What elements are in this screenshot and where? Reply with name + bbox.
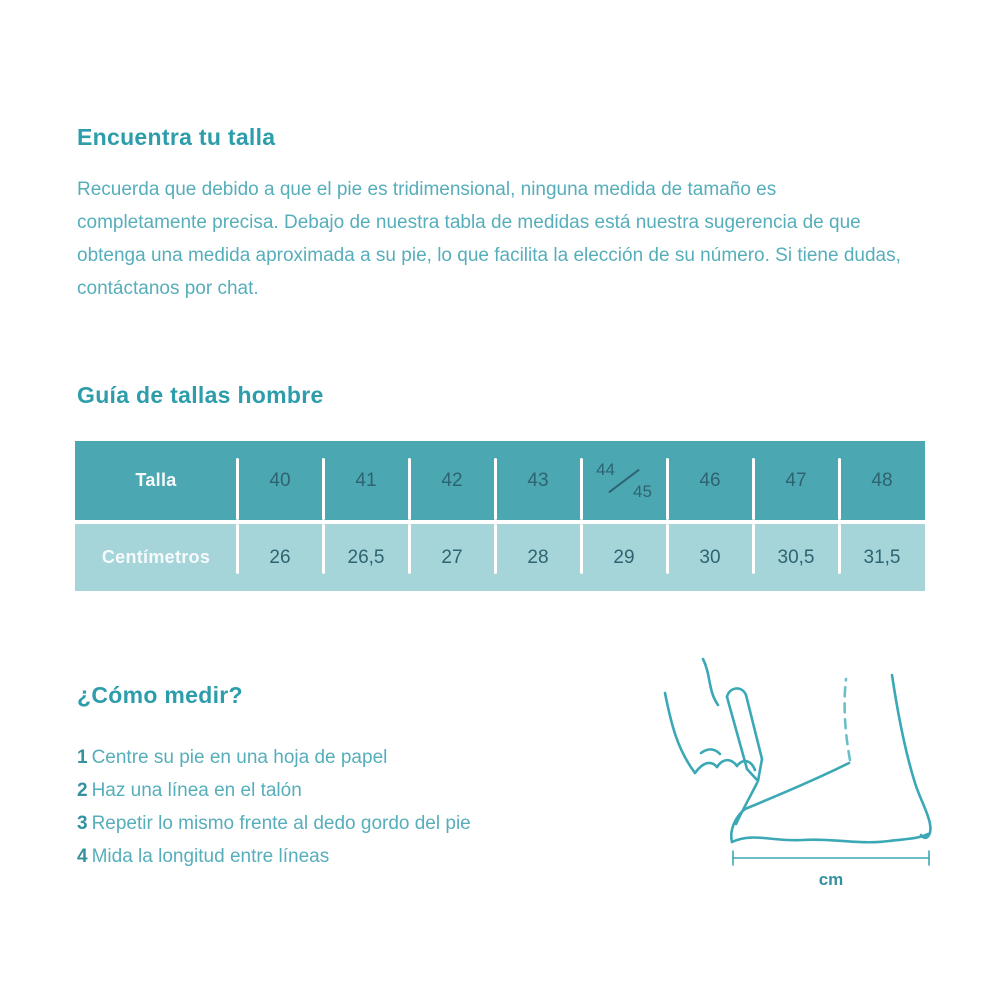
hand-illustration xyxy=(665,659,755,773)
split-size-top: 44 xyxy=(596,459,615,479)
find-size-title: Encuentra tu talla xyxy=(77,124,276,150)
step-number: 4 xyxy=(77,846,88,867)
cm-label: cm xyxy=(818,870,844,889)
size-cell: 47 xyxy=(753,441,839,520)
step-text: Repetir lo mismo frente al dedo gordo del pie xyxy=(91,813,471,834)
cm-cell: 26,5 xyxy=(323,524,409,591)
step-text: Centre su pie en una hoja de papel xyxy=(91,747,388,768)
find-size-section xyxy=(77,124,922,305)
measure-step xyxy=(77,741,617,774)
step-text: Haz una línea en el talón xyxy=(91,780,302,801)
size-cell: 43 xyxy=(495,441,581,520)
row-header-centimetros: Centímetros xyxy=(101,547,211,567)
how-to-measure-title: ¿Cómo medir? xyxy=(77,682,243,708)
size-cell-split xyxy=(581,441,667,520)
step-number: 2 xyxy=(77,780,88,801)
foot-measure-illustration xyxy=(645,645,945,895)
size-table-row-sizes xyxy=(75,441,925,520)
size-table-row-centimeters xyxy=(75,520,925,591)
size-cell: 40 xyxy=(237,441,323,520)
cm-cell: 28 xyxy=(495,524,581,591)
find-size-body: Recuerda que debido a que el pie es tridimensional, ninguna medida de tamaño es completamente precisa. Debajo de nuestra tabla de medidas está nuestra sugerencia de que obtenga una medida aproximada a su pie, lo que facilita la elección de su número. Si tiene dudas, contáctanos por chat. xyxy=(77,179,901,299)
measure-step xyxy=(77,840,617,873)
measure-steps-list xyxy=(77,741,617,873)
cm-cell: 27 xyxy=(409,524,495,591)
size-table xyxy=(75,441,925,591)
size-cell: 41 xyxy=(323,441,409,520)
size-guide-title: Guía de tallas hombre xyxy=(77,382,324,408)
cm-cell: 26 xyxy=(237,524,323,591)
cm-cell: 29 xyxy=(581,524,667,591)
step-number: 3 xyxy=(77,813,88,834)
row-header-talla: Talla xyxy=(135,470,177,490)
measure-step xyxy=(77,807,617,840)
cm-cell: 30,5 xyxy=(753,524,839,591)
split-size-bottom: 45 xyxy=(633,481,652,501)
measure-step xyxy=(77,774,617,807)
step-text: Mida la longitud entre líneas xyxy=(91,846,330,867)
cm-cell: 31,5 xyxy=(839,524,925,591)
how-to-measure-section xyxy=(77,682,617,873)
cm-cell: 30 xyxy=(667,524,753,591)
size-cell: 48 xyxy=(839,441,925,520)
size-guide-section xyxy=(75,382,925,591)
size-cell: 46 xyxy=(667,441,753,520)
step-number: 1 xyxy=(77,747,88,768)
size-cell: 42 xyxy=(409,441,495,520)
measurement-line xyxy=(733,851,929,865)
